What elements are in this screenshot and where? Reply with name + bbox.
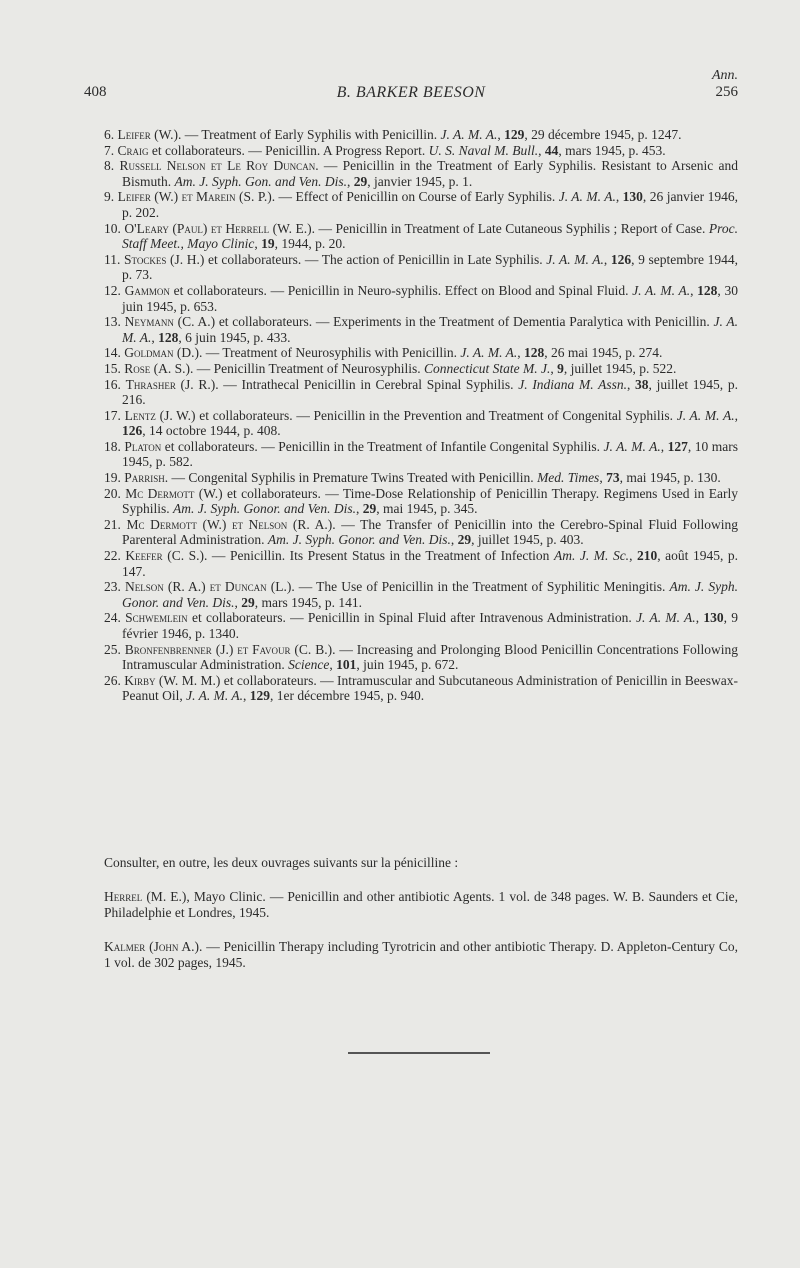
reference-separator: , (497, 127, 505, 142)
reference-journal: Am. J. Syph. Gonor. and Ven. Dis. (173, 501, 356, 517)
reference-details: , juillet 1945, p. 522. (563, 360, 677, 376)
consult-note: Consulter, en outre, les deux ouvrages suivants sur la pénicilline : (104, 855, 459, 870)
book-text: Mayo Clinic. — Penicillin and other antibiotic Agents. 1 vol. de 348 pages. W. B. Saunders et Cie, Philadelphie et Londres, 1945. (104, 889, 738, 920)
reference-separator: , (626, 376, 636, 392)
reference-journal: J. A. M. A. (440, 127, 498, 142)
reference-item (104, 282, 739, 314)
reference-details: , 6 juin 1945, p. 433. (178, 329, 291, 345)
book-text: — Penicillin Therapy including Tyrotricin and other antibiotic Therapy. D. Appleton-Century Co, 1 vol. de 302 pages, 1945. (104, 939, 738, 970)
reference-number: 8. (104, 158, 115, 174)
reference-title: — Increasing and Prolonging Blood Penicillin Concentrations Following Intramuscular Administration. (122, 641, 738, 673)
reference-author: Mc Dermott (W.) (125, 485, 223, 501)
reference-number: 18. (104, 438, 121, 454)
reference-separator: , (615, 189, 623, 205)
reference-separator: , (243, 688, 250, 704)
reference-volume: 130 (622, 189, 643, 205)
reference-volume: 129 (249, 688, 270, 704)
reference-journal: J. A. M. A. (460, 345, 518, 361)
reference-journal: Science (288, 657, 330, 673)
reference-journal: J. A. M. A. (546, 251, 604, 267)
reference-author: Gammon (124, 282, 170, 298)
reference-author: Leifer (W.) et Marein (S. P.). (117, 189, 276, 205)
reference-title: — The Transfer of Penicillin into the Cerebro-Spinal Fluid Following Parenteral Administration. (122, 516, 739, 548)
reference-item (104, 158, 739, 189)
reference-item (104, 345, 738, 361)
reference-separator: , (329, 657, 337, 673)
page-number: 408 (84, 84, 107, 100)
reference-author: Neymann (C. A.) (124, 314, 216, 330)
reference-journal: J. A. M. A. (558, 189, 616, 205)
reference-journal: J. Indiana M. Assn. (518, 376, 627, 392)
reference-author: Stockes (J. H.) (124, 251, 205, 267)
reference-volume: 29 (362, 501, 377, 517)
reference-number: 21. (104, 516, 121, 532)
reference-number: 10. (104, 220, 121, 236)
reference-details: , 9 septembre 1944, p. 73. (122, 251, 739, 283)
reference-details: , 29 décembre 1945, p. 1247. (524, 127, 682, 142)
reference-item (104, 220, 738, 252)
reference-separator: , (450, 532, 458, 548)
reference-item (104, 641, 738, 673)
reference-volume: 130 (703, 610, 724, 626)
reference-author: O'Leary (Paul) et Herrell (W. E.). (124, 220, 315, 236)
reference-title: et collaborateurs. — The action of Penicillin in Late Syphilis. (204, 251, 547, 267)
reference-details: , juin 1945, p. 672. (356, 657, 459, 673)
reference-separator: , (151, 329, 159, 345)
reference-number: 15. (104, 360, 121, 376)
reference-volume: 127 (667, 438, 688, 454)
page-number-right: 256 (715, 84, 738, 100)
reference-title: — Effect of Penicillin on Course of Early Syphilis. (275, 189, 559, 205)
reference-separator: , (517, 345, 524, 361)
reference-volume: 126 (610, 251, 632, 267)
reference-author: Rose (A. S.). (124, 360, 194, 376)
reference-title: — Penicillin in the Treatment of Early Syphilis. Resistant to Arsenic and Bismuth. (122, 158, 739, 189)
reference-volume: 101 (336, 657, 357, 673)
reference-separator: , (599, 470, 607, 486)
book-reference (104, 889, 738, 921)
book-author: Kalmer (John A.). (104, 939, 203, 954)
reference-volume: 210 (636, 548, 658, 564)
reference-separator: , (234, 594, 242, 610)
reference-item (104, 127, 738, 143)
reference-title: — The Use of Penicillin in the Treatment of Syphilitic Meningitis. (294, 579, 670, 595)
reference-volume: 29 (353, 173, 368, 189)
reference-number: 7. (104, 142, 115, 158)
reference-item (104, 142, 738, 159)
reference-title: et collaborateurs. — Intramuscular and Subcutaneous Administration of Penicillin in Beeswax-Peanut Oil, (122, 672, 738, 704)
reference-number: 12. (104, 282, 121, 298)
reference-details: , 26 janvier 1946, p. 202. (122, 189, 738, 220)
reference-item (104, 672, 738, 704)
reference-number: 17. (104, 407, 121, 423)
book-author: Herrel (M. E.), (104, 889, 190, 904)
reference-number: 26. (104, 672, 121, 688)
reference-separator: , (603, 251, 611, 267)
reference-journal: Am. J. M. Sc. (553, 548, 630, 564)
reference-title: et collaborateurs. — Penicillin in the Treatment of Infantile Congenital Syphilis. (161, 438, 604, 454)
reference-number: 22. (104, 548, 121, 564)
reference-volume: 128 (697, 282, 718, 298)
reference-item (104, 610, 739, 641)
reference-details: , juillet 1945, p. 403. (471, 532, 584, 548)
reference-journal: J. A. M. A. (676, 407, 735, 423)
reference-journal: J. A. M. A. (186, 688, 243, 704)
reference-journal: Proc. Staff Meet., Mayo Clinic (122, 220, 738, 252)
reference-title: et collaborateurs. — Time-Dose Relationship of Penicillin Therapy. Regimens Used in Early Syphilis. (122, 485, 739, 517)
reference-journal: U. S. Naval M. Bull. (428, 142, 539, 158)
reference-separator: , (254, 236, 262, 252)
reference-separator: , (550, 360, 558, 376)
reference-number: 19. (104, 470, 121, 486)
reference-number: 11. (104, 251, 121, 267)
reference-title: — Treatment of Early Syphilis with Penicillin. (181, 127, 441, 142)
reference-title: et collaborateurs. — Experiments in the Treatment of Dementia Paralytica with Penicillin. (215, 314, 714, 330)
reference-item (104, 360, 738, 377)
reference-title: et collaborateurs. — Penicillin. A Progress Report. (148, 142, 429, 158)
reference-separator: , (356, 501, 363, 517)
reference-title: — Congenital Syphilis in Premature Twins Treated with Penicillin. (168, 470, 538, 486)
reference-author: Bronfenbrenner (J.) et Favour (C. B.). (124, 641, 336, 657)
reference-volume: 29 (457, 532, 472, 548)
reference-author: Craig (117, 142, 149, 158)
reference-details: , mai 1945, p. 345. (376, 501, 478, 517)
reference-volume: 128 (524, 345, 545, 361)
reference-number: 25. (104, 641, 121, 657)
reference-title: — Penicillin Treatment of Neurosyphilis. (193, 360, 425, 376)
reference-number: 16. (104, 376, 121, 392)
reference-author: Keefer (C. S.). (125, 548, 208, 564)
reference-journal: J. A. M. A. (122, 314, 738, 345)
reference-details: , janvier 1945, p. 1. (367, 173, 473, 189)
reference-title: et collaborateurs. — Penicillin in the Prevention and Treatment of Congenital Syphilis. (195, 407, 677, 423)
reference-title: — Penicillin in Treatment of Late Cutaneous Syphilis ; Report of Case. (314, 220, 709, 236)
reference-separator: , (734, 407, 739, 423)
reference-title: et collaborateurs. — Penicillin in Spinal Fluid after Intravenous Administration. (187, 610, 637, 626)
reference-number: 9. (104, 189, 115, 205)
reference-author: Russell Nelson et Le Roy Duncan. (119, 158, 319, 174)
reference-volume: 128 (158, 329, 179, 345)
reference-details: , mai 1945, p. 130. (619, 470, 721, 486)
reference-journal: J. A. M. A. (632, 282, 691, 298)
reference-item (104, 438, 738, 470)
reference-title: — Treatment of Neurosyphilis with Penicillin. (202, 345, 461, 361)
reference-author: Lentz (J. W.) (124, 407, 196, 423)
reference-volume: 73 (606, 470, 620, 486)
reference-title: et collaborateurs. — Penicillin in Neuro-syphilis. Effect on Blood and Spinal Fluid. (169, 282, 633, 298)
reference-item (104, 516, 739, 548)
reference-item (104, 314, 738, 345)
reference-details: , mars 1945, p. 141. (254, 594, 363, 610)
reference-item (104, 470, 738, 486)
reference-separator: , (690, 282, 698, 298)
reference-item (104, 376, 739, 408)
reference-volume: 126 (122, 423, 143, 439)
reference-title: — Penicillin. Its Present Status in the Treatment of Infection (207, 548, 554, 564)
reference-journal: Med. Times (537, 470, 600, 486)
reference-details: , 1er décembre 1945, p. 940. (270, 688, 425, 704)
reference-author: Nelson (R. A.) et Duncan (L.). (124, 579, 295, 595)
reference-details: , 14 octobre 1944, p. 408. (142, 423, 281, 439)
reference-details: , 1944, p. 20. (274, 236, 346, 252)
reference-separator: , (629, 548, 637, 564)
reference-author: Mc Dermott (W.) et Nelson (R. A.). (126, 516, 336, 532)
reference-number: 24. (104, 610, 121, 626)
reference-separator: , (347, 173, 354, 189)
reference-number: 13. (104, 314, 121, 330)
reference-details: , 9 février 1946, p. 1340. (122, 610, 739, 641)
reference-title: — Intrathecal Penicillin in Cerebral Spinal Syphilis. (218, 376, 519, 392)
reference-details: , 30 juin 1945, p. 653. (122, 282, 739, 314)
reference-volume: 129 (504, 127, 525, 142)
reference-number: 14. (104, 345, 121, 361)
reference-journal: Am. J. Syph. Gonor. and Ven. Dis. (267, 532, 451, 548)
reference-volume: 44 (544, 142, 559, 158)
reference-item (104, 579, 739, 610)
reference-number: 6. (104, 127, 115, 142)
reference-author: Goldman (D.). (124, 345, 203, 361)
reference-author: Kirby (W. M. M.) (124, 672, 221, 688)
reference-number: 20. (104, 485, 121, 501)
reference-number: 23. (104, 579, 121, 595)
reference-item (104, 548, 738, 579)
reference-author: Schwemlein (125, 610, 188, 626)
running-author: B. BARKER BEESON (336, 84, 486, 101)
reference-item (104, 251, 739, 283)
reference-journal: Connecticut State M. J. (424, 360, 551, 376)
reference-journal: J. A. M. A. (636, 610, 696, 626)
reference-journal: J. A. M. A. (603, 438, 661, 454)
reference-list (104, 127, 738, 704)
reference-details: , août 1945, p. 147. (122, 548, 738, 579)
reference-journal: Am. J. Syph. Gon. and Ven. Dis. (174, 173, 347, 189)
reference-volume: 38 (635, 376, 649, 392)
reference-author: Thrasher (J. R.). (125, 376, 219, 392)
reference-volume: 29 (241, 594, 255, 610)
reference-journal: Am. J. Syph. Gonor. and Ven. Dis. (122, 579, 739, 610)
running-header (84, 68, 738, 108)
reference-item (104, 407, 739, 439)
reference-volume: 9 (557, 360, 564, 376)
reference-author: Leifer (W.). (117, 127, 182, 142)
reference-separator: , (695, 610, 704, 626)
reference-author: Platon (124, 438, 162, 454)
reference-details: , 10 mars 1945, p. 582. (122, 438, 738, 470)
reference-item (104, 485, 739, 517)
journal-abbrev: Ann. (711, 68, 738, 83)
reference-details: , juillet 1945, p. 216. (122, 376, 739, 408)
reference-separator: , (538, 142, 545, 158)
end-rule (348, 1052, 490, 1054)
reference-details: , 26 mai 1945, p. 274. (544, 345, 663, 361)
reference-details: , mars 1945, p. 453. (558, 142, 666, 158)
reference-author: Parrish. (124, 470, 169, 486)
reference-item (104, 189, 738, 220)
reference-volume: 19 (261, 236, 275, 252)
book-reference (104, 939, 738, 971)
reference-separator: , (660, 438, 668, 454)
